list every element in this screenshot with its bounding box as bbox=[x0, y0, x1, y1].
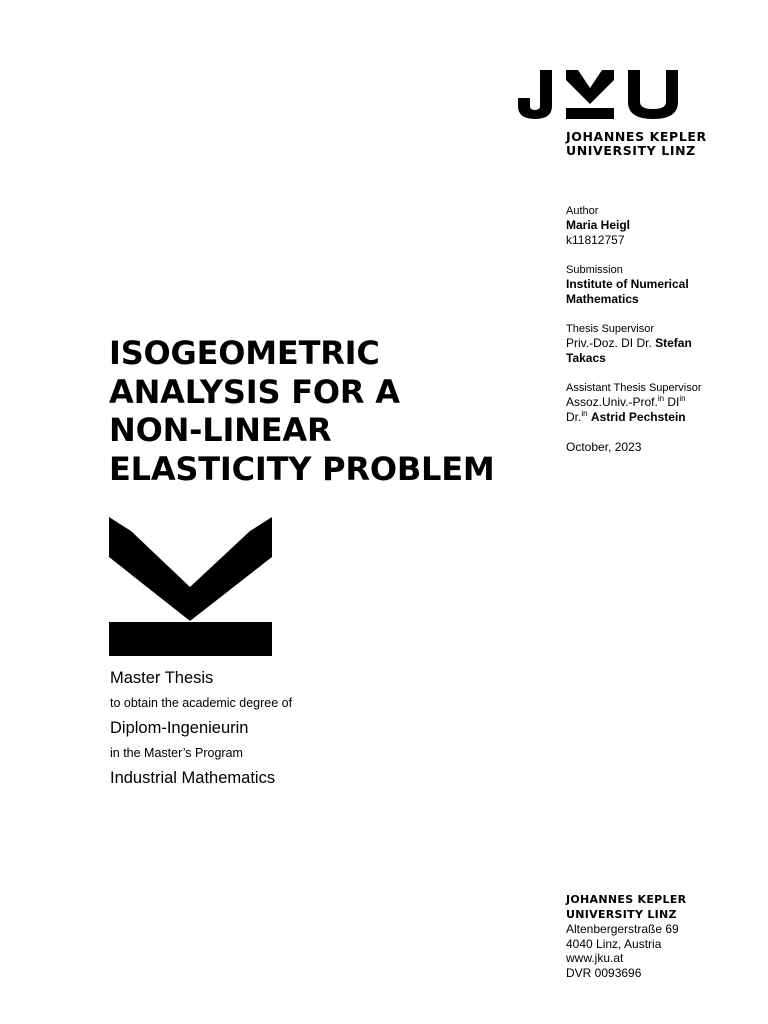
assistant-supervisor-label: Assistant Thesis Supervisor bbox=[566, 382, 702, 394]
supervisor-last: Takacs bbox=[566, 350, 606, 365]
title-line2: ANALYSIS FOR A bbox=[109, 372, 400, 411]
footer-name-line2: UNIVERSITY LINZ bbox=[566, 907, 677, 921]
logo-text-line1: JOHANNES KEPLER bbox=[566, 129, 707, 144]
logo-letter-k bbox=[566, 70, 614, 104]
footer-name-line1: JOHANNES KEPLER bbox=[566, 893, 687, 906]
university-address bbox=[566, 893, 761, 980]
title-line1: ISOGEOMETRIC bbox=[109, 334, 380, 372]
jku-logo bbox=[518, 68, 708, 158]
supervisor-label: Thesis Supervisor bbox=[566, 323, 655, 335]
supervisor-first: Stefan bbox=[655, 336, 692, 350]
thesis-type: Master Thesis bbox=[110, 669, 214, 687]
assistant-supervisor-block bbox=[566, 381, 761, 424]
k-mark-bar bbox=[109, 622, 272, 656]
submission-line1: Institute of Numerical bbox=[566, 277, 689, 291]
author-label: Author bbox=[566, 205, 599, 217]
author-id: k11812757 bbox=[566, 232, 625, 247]
k-mark-graphic bbox=[109, 517, 272, 657]
logo-letter-j bbox=[518, 70, 552, 119]
assistant-name-line2 bbox=[566, 410, 761, 425]
assistant-sup3: in bbox=[581, 408, 588, 418]
footer-city: 4040 Linz, Austria bbox=[566, 936, 662, 951]
degree-info bbox=[110, 667, 530, 789]
logo-text-line2: UNIVERSITY LINZ bbox=[566, 143, 696, 158]
assistant-name: Astrid Pechstein bbox=[590, 409, 686, 424]
assistant-sup2: in bbox=[679, 394, 686, 403]
submission-date: October, 2023 bbox=[566, 440, 642, 454]
footer-street: Altenbergerstraße 69 bbox=[566, 922, 679, 936]
thesis-title bbox=[109, 334, 559, 488]
thesis-metadata bbox=[566, 204, 761, 455]
degree-purpose: to obtain the academic degree of bbox=[110, 696, 293, 710]
supervisor-name-line1 bbox=[566, 336, 761, 351]
author-block bbox=[566, 204, 761, 247]
footer-dvr: DVR 0093696 bbox=[566, 965, 642, 980]
supervisor-prefix: Priv.-Doz. DI Dr. bbox=[566, 336, 652, 350]
author-name: Maria Heigl bbox=[566, 218, 631, 232]
jku-logo-mark bbox=[518, 68, 683, 120]
title-line4: ELASTICITY PROBLEM bbox=[109, 449, 495, 488]
submission-label: Submission bbox=[566, 264, 623, 276]
degree-name: Diplom-Ingenieurin bbox=[110, 719, 249, 737]
submission-line2: Mathematics bbox=[566, 291, 639, 306]
program-name: Industrial Mathematics bbox=[110, 769, 276, 787]
logo-letter-u bbox=[628, 70, 678, 119]
program-intro: in the Master’s Program bbox=[110, 746, 243, 760]
k-mark-chevron bbox=[109, 517, 272, 621]
assistant-name-line1 bbox=[566, 395, 761, 410]
assistant-prefix3: Dr. bbox=[566, 409, 582, 424]
assistant-sup1: in bbox=[657, 394, 665, 403]
footer-web: www.jku.at bbox=[566, 951, 624, 965]
submission-block bbox=[566, 263, 761, 306]
supervisor-block bbox=[566, 322, 761, 365]
logo-k-bar bbox=[566, 108, 614, 119]
assistant-prefix2: DI bbox=[667, 395, 680, 409]
assistant-prefix1: Assoz.Univ.-Prof. bbox=[566, 395, 658, 409]
title-line3: NON-LINEAR bbox=[109, 411, 332, 449]
